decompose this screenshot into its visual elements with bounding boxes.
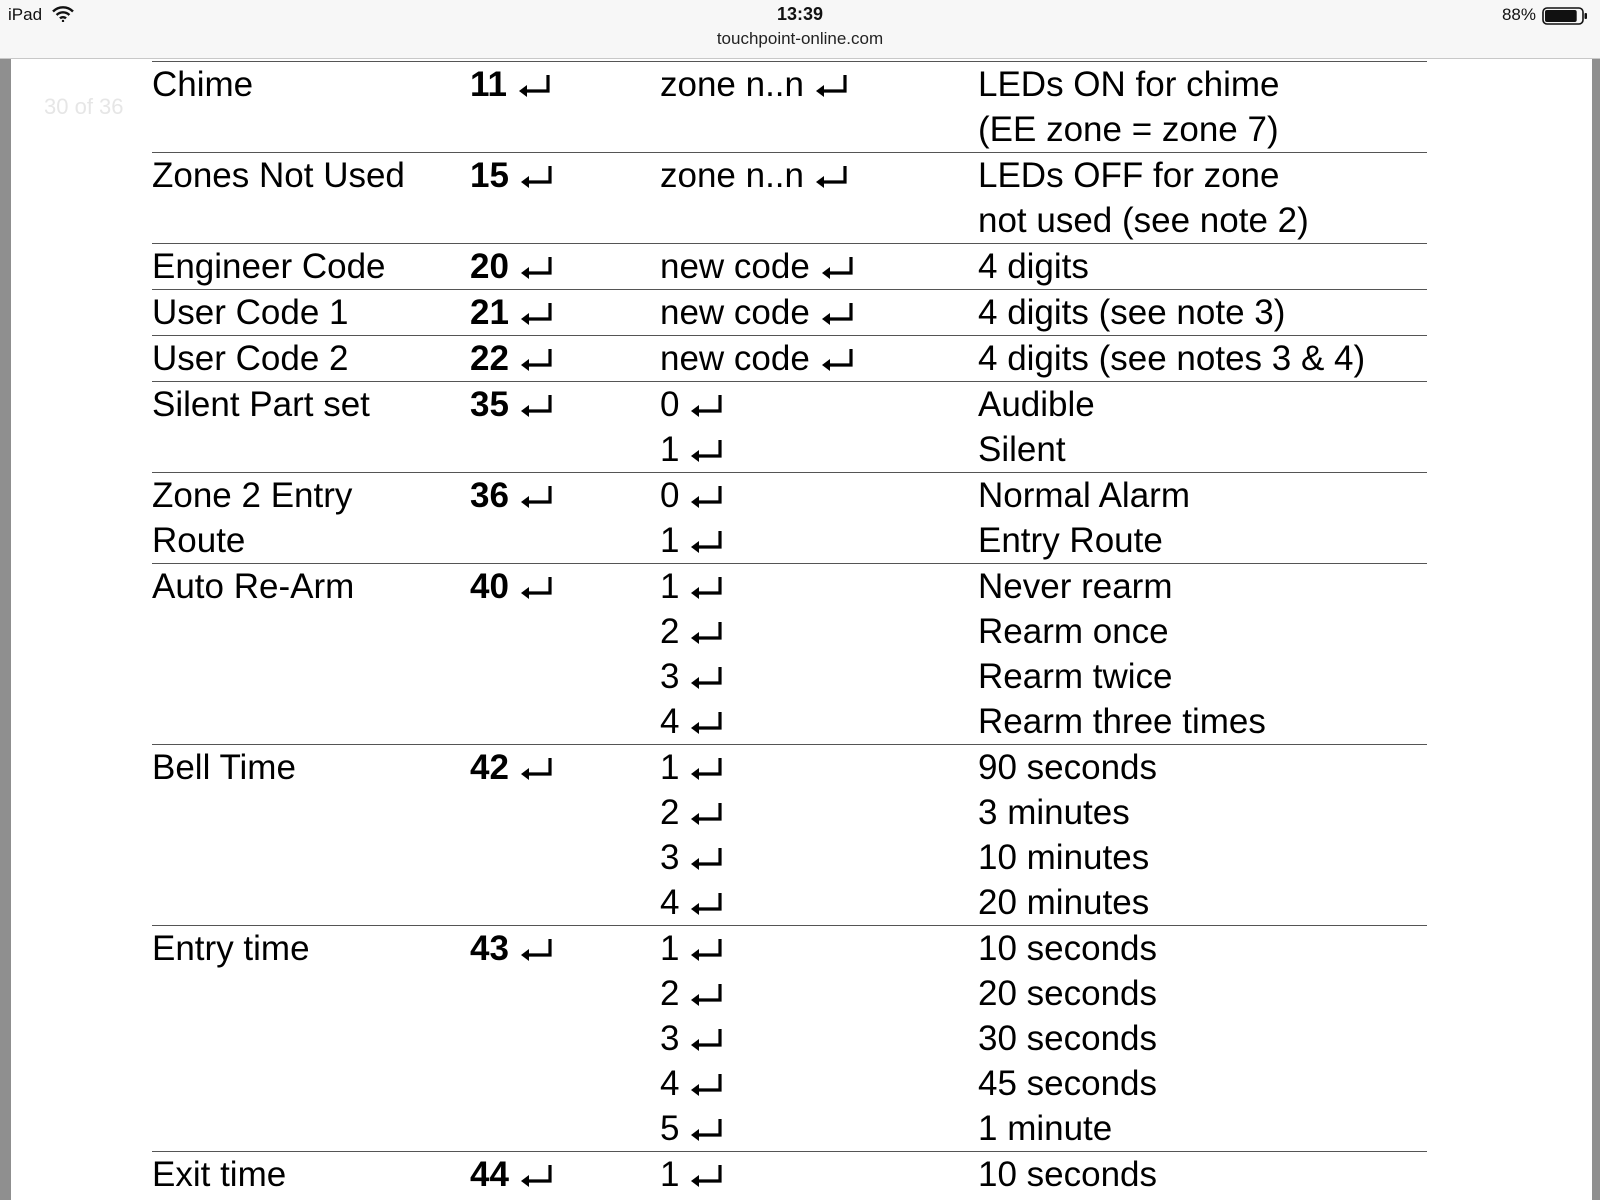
option-code — [470, 1152, 660, 1198]
option-value-line-text: 4 — [660, 1064, 680, 1103]
option-value-line-text: 2 — [660, 612, 680, 651]
option-value-line — [660, 1106, 978, 1151]
return-arrow-icon — [689, 620, 725, 646]
option-values — [660, 153, 978, 244]
option-name-line — [152, 926, 470, 971]
return-arrow-icon — [814, 164, 850, 190]
option-value-line-text: 1 — [660, 430, 680, 469]
option-description — [978, 153, 1427, 244]
return-arrow-icon — [814, 73, 850, 99]
return-arrow-icon — [689, 665, 725, 691]
option-description-line — [978, 153, 1427, 198]
option-description-line — [978, 427, 1427, 472]
option-description-line-text: Normal Alarm — [978, 476, 1190, 515]
option-code — [470, 290, 660, 336]
option-description — [978, 244, 1427, 290]
option-description-line — [978, 926, 1427, 971]
option-description-line-text: 20 minutes — [978, 883, 1150, 922]
return-arrow-icon — [689, 484, 725, 510]
option-name-line-text: Zone 2 Entry — [152, 476, 353, 515]
option-values — [660, 336, 978, 382]
option-name-line — [152, 62, 470, 107]
option-description-line — [978, 336, 1427, 381]
return-arrow-icon — [519, 393, 555, 419]
option-code-line-text: 15 — [470, 156, 509, 195]
option-name-line-text: Exit time — [152, 1155, 287, 1194]
option-description-line-text: 4 digits (see note 3) — [978, 293, 1286, 332]
return-arrow-icon — [689, 937, 725, 963]
option-value-line-text: new code — [660, 247, 810, 286]
option-values — [660, 745, 978, 926]
option-name-line — [152, 382, 470, 427]
option-values — [660, 290, 978, 336]
option-value-line — [660, 745, 978, 790]
option-code-line-text: 11 — [470, 65, 507, 104]
right-page-margin — [1592, 59, 1600, 1200]
option-code-line-text: 43 — [470, 929, 509, 968]
option-name-line — [152, 564, 470, 609]
return-arrow-icon — [689, 529, 725, 555]
return-arrow-icon — [519, 255, 555, 281]
option-values — [660, 564, 978, 745]
table-row — [152, 745, 1427, 926]
option-value-line — [660, 699, 978, 744]
option-description — [978, 745, 1427, 926]
option-code — [470, 926, 660, 1152]
option-description-line-text: 1 minute — [978, 1109, 1113, 1148]
option-description-line-text: Rearm three times — [978, 702, 1266, 741]
option-name — [152, 745, 470, 926]
option-value-line — [660, 290, 978, 335]
option-description-line — [978, 1106, 1427, 1151]
return-arrow-icon — [689, 846, 725, 872]
option-name — [152, 473, 470, 564]
option-description-line-text: Silent — [978, 430, 1066, 469]
option-name — [152, 62, 470, 153]
option-description-line — [978, 244, 1427, 289]
option-values — [660, 244, 978, 290]
option-name-line-text: User Code 2 — [152, 339, 349, 378]
option-values — [660, 62, 978, 153]
option-value-line — [660, 244, 978, 289]
return-arrow-icon — [689, 575, 725, 601]
option-description — [978, 473, 1427, 564]
return-arrow-icon — [689, 982, 725, 1008]
option-code-line-text: 42 — [470, 748, 509, 787]
option-name — [152, 1152, 470, 1198]
option-description — [978, 564, 1427, 745]
option-name-line — [152, 153, 470, 198]
option-description-line — [978, 790, 1427, 835]
option-value-line-text: 2 — [660, 974, 680, 1013]
option-description-line — [978, 971, 1427, 1016]
option-name-line-text: Zones Not Used — [152, 156, 405, 195]
option-description-line — [978, 880, 1427, 925]
option-value-line — [660, 473, 978, 518]
option-code — [470, 473, 660, 564]
option-description — [978, 62, 1427, 153]
option-name-line-text: Engineer Code — [152, 247, 386, 286]
return-arrow-icon — [519, 1163, 555, 1189]
option-code-line-text: 21 — [470, 293, 509, 332]
table-row — [152, 244, 1427, 290]
option-name-line — [152, 244, 470, 289]
option-description-line-text: 90 seconds — [978, 748, 1158, 787]
option-value-line — [660, 1016, 978, 1061]
option-code — [470, 244, 660, 290]
option-code-line — [470, 290, 660, 335]
option-value-line-text: new code — [660, 339, 810, 378]
option-value-line — [660, 1061, 978, 1106]
option-code-line — [470, 1152, 660, 1197]
option-code-line — [470, 336, 660, 381]
option-description-line — [978, 609, 1427, 654]
option-description-line — [978, 1016, 1427, 1061]
option-value-line — [660, 609, 978, 654]
option-code-line — [470, 62, 660, 107]
return-arrow-icon — [689, 756, 725, 782]
option-value-line — [660, 790, 978, 835]
option-value-line — [660, 518, 978, 563]
option-name — [152, 244, 470, 290]
status-bar — [0, 0, 1600, 59]
option-description-line — [978, 1061, 1427, 1106]
option-values — [660, 1152, 978, 1198]
option-value-line — [660, 336, 978, 381]
option-code — [470, 153, 660, 244]
option-value-line — [660, 382, 978, 427]
option-name-line-text: User Code 1 — [152, 293, 349, 332]
option-description-line — [978, 564, 1427, 609]
option-name-line-text: Route — [152, 521, 246, 560]
return-arrow-icon — [689, 393, 725, 419]
option-description-line — [978, 654, 1427, 699]
device-name: iPad — [8, 5, 43, 24]
option-name-line — [152, 745, 470, 790]
table-row — [152, 336, 1427, 382]
option-value-line — [660, 835, 978, 880]
table-row — [152, 153, 1427, 244]
option-name-line-text: Silent Part set — [152, 385, 370, 424]
option-description-line-text: 4 digits (see notes 3 & 4) — [978, 339, 1366, 378]
return-arrow-icon — [689, 438, 725, 464]
return-arrow-icon — [689, 801, 725, 827]
option-code — [470, 745, 660, 926]
option-description-line-text: Audible — [978, 385, 1095, 424]
option-description-line-text: (EE zone = zone 7) — [978, 110, 1279, 149]
option-value-line — [660, 971, 978, 1016]
option-description-line-text: 3 minutes — [978, 793, 1130, 832]
option-description-line — [978, 382, 1427, 427]
option-code-line-text: 22 — [470, 339, 509, 378]
option-description-line — [978, 1152, 1427, 1197]
option-description-line-text: LEDs OFF for zone — [978, 156, 1280, 195]
return-arrow-icon — [820, 347, 856, 373]
option-value-line-text: new code — [660, 293, 810, 332]
option-value-line-text: 1 — [660, 521, 680, 560]
option-value-line-text: zone n..n — [660, 156, 804, 195]
option-name — [152, 336, 470, 382]
address-bar[interactable]: touchpoint-online.com — [716, 29, 884, 48]
option-code — [470, 62, 660, 153]
option-name-line-text: Auto Re-Arm — [152, 567, 355, 606]
option-description-line-text: 10 minutes — [978, 838, 1150, 877]
option-value-line-text: 3 — [660, 657, 680, 696]
option-value-line — [660, 153, 978, 198]
return-arrow-icon — [519, 301, 555, 327]
option-description-line-text: Rearm once — [978, 612, 1169, 651]
option-name-line — [152, 1152, 470, 1197]
return-arrow-icon — [689, 1027, 725, 1053]
option-value-line-text: 4 — [660, 702, 680, 741]
option-value-line-text: 1 — [660, 567, 680, 606]
option-description-line-text: Entry Route — [978, 521, 1163, 560]
option-value-line — [660, 926, 978, 971]
return-arrow-icon — [519, 484, 555, 510]
option-value-line — [660, 880, 978, 925]
option-description-line — [978, 198, 1427, 243]
return-arrow-icon — [689, 1163, 725, 1189]
option-name-line — [152, 518, 470, 563]
option-description — [978, 1152, 1427, 1198]
return-arrow-icon — [820, 301, 856, 327]
option-description-line-text: 20 seconds — [978, 974, 1158, 1013]
page-counter: 30 of 36 — [44, 94, 124, 119]
table-row — [152, 473, 1427, 564]
option-value-line-text: 1 — [660, 1155, 680, 1194]
option-code — [470, 336, 660, 382]
option-description-line-text: Rearm twice — [978, 657, 1173, 696]
option-description — [978, 290, 1427, 336]
option-value-line-text: 2 — [660, 793, 680, 832]
battery-icon — [1542, 7, 1588, 25]
option-description-line-text: 10 seconds — [978, 929, 1158, 968]
option-code-line-text: 40 — [470, 567, 509, 606]
option-description-line — [978, 473, 1427, 518]
option-value-line — [660, 654, 978, 699]
option-code — [470, 382, 660, 473]
option-value-line-text: 1 — [660, 929, 680, 968]
option-name-line — [152, 473, 470, 518]
option-value-line — [660, 564, 978, 609]
option-code — [470, 564, 660, 745]
option-name — [152, 153, 470, 244]
table-row — [152, 1152, 1427, 1198]
option-value-line-text: zone n..n — [660, 65, 804, 104]
return-arrow-icon — [689, 1117, 725, 1143]
option-description — [978, 926, 1427, 1152]
option-values — [660, 382, 978, 473]
table-row — [152, 564, 1427, 745]
option-code-line-text: 35 — [470, 385, 509, 424]
option-code-line — [470, 382, 660, 427]
option-description-line — [978, 290, 1427, 335]
option-code-line — [470, 153, 660, 198]
option-description-line-text: LEDs ON for chime — [978, 65, 1280, 104]
return-arrow-icon — [689, 1072, 725, 1098]
option-code-line — [470, 244, 660, 289]
option-code-line — [470, 564, 660, 609]
options-table — [152, 61, 1427, 1197]
option-name-line — [152, 336, 470, 381]
return-arrow-icon — [519, 575, 555, 601]
option-description — [978, 382, 1427, 473]
option-description-line — [978, 835, 1427, 880]
option-value-line-text: 0 — [660, 476, 680, 515]
option-value-line-text: 4 — [660, 883, 680, 922]
option-name — [152, 564, 470, 745]
return-arrow-icon — [689, 891, 725, 917]
option-code-line — [470, 473, 660, 518]
option-description-line-text: not used (see note 2) — [978, 201, 1309, 240]
return-arrow-icon — [820, 255, 856, 281]
option-description-line-text: 4 digits — [978, 247, 1089, 286]
option-name-line — [152, 290, 470, 335]
option-code-line-text: 20 — [470, 247, 509, 286]
option-name-line-text: Chime — [152, 65, 254, 104]
option-code-line-text: 36 — [470, 476, 509, 515]
return-arrow-icon — [689, 710, 725, 736]
option-value-line-text: 3 — [660, 1019, 680, 1058]
return-arrow-icon — [517, 73, 553, 99]
option-value-line-text: 1 — [660, 748, 680, 787]
table-row — [152, 926, 1427, 1152]
option-description-line — [978, 62, 1427, 107]
option-description-line — [978, 699, 1427, 744]
option-description-line-text: 30 seconds — [978, 1019, 1158, 1058]
option-value-line-text: 5 — [660, 1109, 680, 1148]
return-arrow-icon — [519, 756, 555, 782]
option-description-line — [978, 745, 1427, 790]
option-description-line-text: 10 seconds — [978, 1155, 1158, 1194]
table-row — [152, 290, 1427, 336]
option-name — [152, 382, 470, 473]
return-arrow-icon — [519, 347, 555, 373]
option-code-line — [470, 926, 660, 971]
option-name — [152, 290, 470, 336]
option-value-line — [660, 427, 978, 472]
option-values — [660, 926, 978, 1152]
option-description-line-text: Never rearm — [978, 567, 1173, 606]
option-value-line — [660, 62, 978, 107]
option-value-line-text: 0 — [660, 385, 680, 424]
option-code-line — [470, 745, 660, 790]
clock: 13:39 — [776, 4, 824, 24]
option-description — [978, 336, 1427, 382]
option-values — [660, 473, 978, 564]
option-description-line — [978, 107, 1427, 152]
return-arrow-icon — [519, 164, 555, 190]
return-arrow-icon — [519, 937, 555, 963]
option-description-line-text: 45 seconds — [978, 1064, 1158, 1103]
table-row — [152, 382, 1427, 473]
option-name-line-text: Bell Time — [152, 748, 296, 787]
option-name-line-text: Entry time — [152, 929, 310, 968]
option-value-line-text: 3 — [660, 838, 680, 877]
battery-percentage: 88% — [1501, 5, 1536, 24]
option-name — [152, 926, 470, 1152]
option-value-line — [660, 1152, 978, 1197]
left-page-margin — [0, 59, 11, 1200]
table-row — [152, 62, 1427, 153]
option-code-line-text: 44 — [470, 1155, 509, 1194]
option-description-line — [978, 518, 1427, 563]
